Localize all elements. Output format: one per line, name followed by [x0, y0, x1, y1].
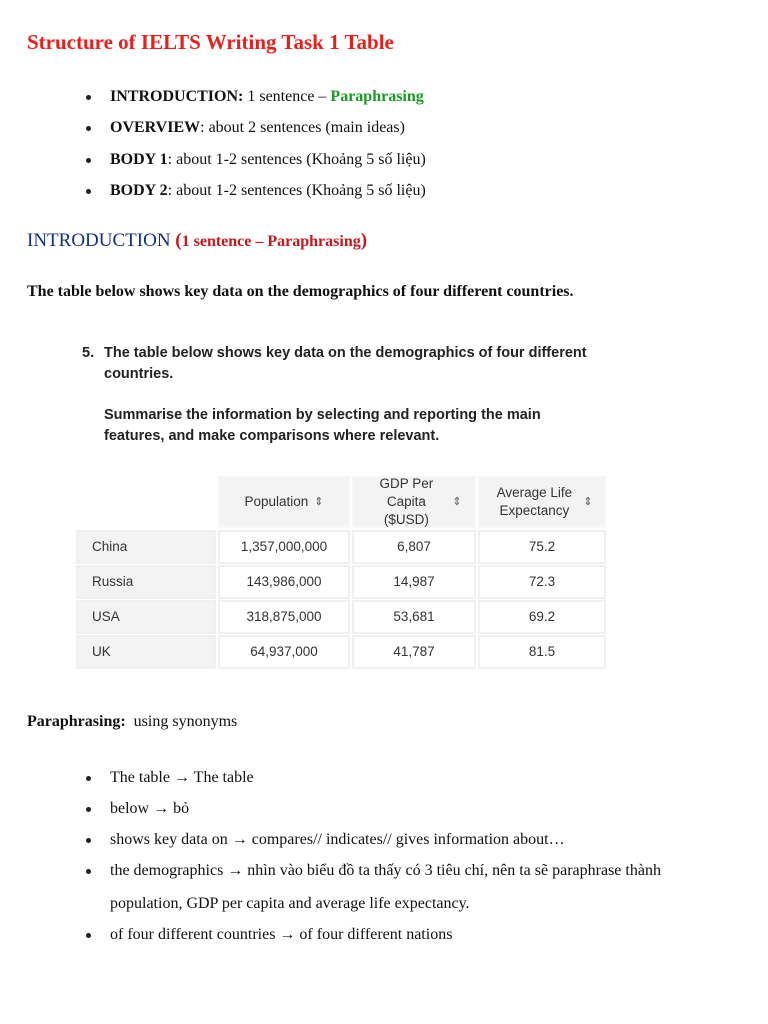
bullet-icon [86, 95, 91, 100]
heading-detail: 1 sentence – Paraphrasing [181, 233, 361, 250]
heading-label: INTRODUCTION [27, 230, 171, 251]
row-label: China [76, 530, 216, 564]
task-sentence: The table below shows key data on the demographics of four different countries. [27, 283, 574, 300]
bullet-icon [86, 158, 91, 163]
sort-icon: ⇕ [452, 496, 462, 508]
item-highlight: Paraphrasing [330, 88, 424, 105]
table-cell: 64,937,000 [218, 635, 350, 669]
column-header[interactable]: Population ⇕ [218, 476, 350, 528]
item-label: BODY 2 [110, 182, 168, 199]
bullet-icon [86, 933, 91, 938]
paraphrasing-heading [27, 713, 237, 731]
bullet-icon [86, 869, 91, 874]
paraphrasing-text: using synonyms [133, 713, 238, 730]
question-number: 5. [82, 345, 95, 361]
item-label: OVERVIEW [110, 119, 201, 136]
item-label: BODY 1 [110, 151, 168, 168]
heading-open: ( [170, 230, 182, 251]
task-instruction: Summarise the information by selecting and reporting the main features, and make comparisons where relevant. [104, 407, 541, 444]
table-cell: 1,357,000,000 [218, 530, 350, 564]
paraphrasing-label: Paraphrasing: [27, 713, 126, 730]
table-cell: 75.2 [478, 530, 606, 564]
bullet-icon [86, 776, 91, 781]
bullet-icon [86, 838, 91, 843]
item-label: INTRODUCTION: [110, 88, 244, 105]
heading-close: ) [360, 230, 368, 251]
row-label: Russia [76, 565, 216, 599]
sort-icon: ⇕ [583, 496, 593, 508]
sort-icon: ⇕ [314, 496, 324, 508]
table-cell: 72.3 [478, 565, 606, 599]
table-cell: 6,807 [352, 530, 476, 564]
bullet-icon [86, 126, 91, 131]
item-text: 1 sentence – [243, 88, 331, 105]
table-cell: 53,681 [352, 600, 476, 634]
table-cell: 81.5 [478, 635, 606, 669]
bullet-icon [86, 807, 91, 812]
item-text: : about 2 sentences (main ideas) [200, 119, 405, 136]
page-title: Structure of IELTS Writing Task 1 Table [27, 30, 394, 54]
table-cell: 318,875,000 [218, 600, 350, 634]
item-text: : about 1-2 sentences (Khoảng 5 số liệu) [167, 182, 426, 199]
row-label: UK [76, 635, 216, 669]
table-cell: 143,986,000 [218, 565, 350, 599]
bullet-icon [86, 189, 91, 194]
item-text: : about 1-2 sentences (Khoảng 5 số liệu) [167, 151, 426, 168]
table-cell: 41,787 [352, 635, 476, 669]
table-cell: 14,987 [352, 565, 476, 599]
column-header[interactable]: GDP Per Capita ($USD) ⇕ [352, 476, 476, 528]
introduction-heading [27, 230, 367, 252]
row-label: USA [76, 600, 216, 634]
column-header[interactable]: Average Life Expectancy ⇕ [478, 476, 606, 528]
question-text: The table below shows key data on the demographics of four different countries. [104, 345, 587, 382]
task-image [70, 330, 625, 675]
table-cell: 69.2 [478, 600, 606, 634]
